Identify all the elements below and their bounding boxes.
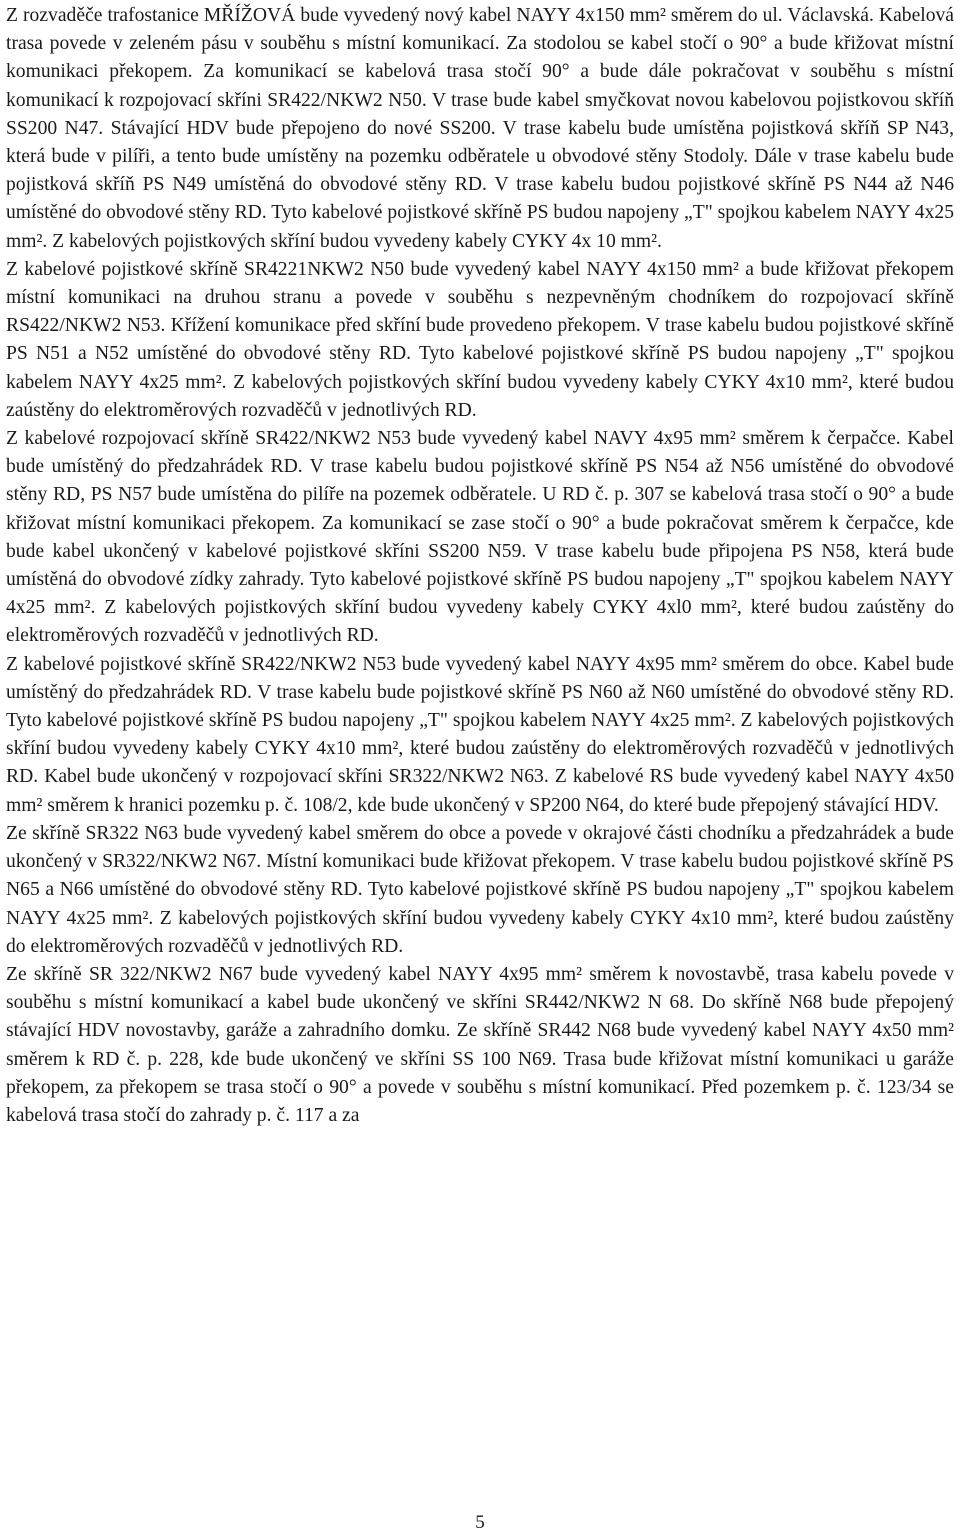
page-number: 5	[475, 1512, 485, 1533]
paragraph-3: Z kabelové rozpojovací skříně SR422/NKW2 N53 bude vyvedený kabel NAVY 4x95 mm² směrem k čerpačce. Kabel bude umístěný do předzahrádek RD. V trase kabelu budou pojistkové skříně PS N54 až N56 umístěné do obvodové stěny RD, PS N57 bude umístěna do pilíře na pozemek odběratele. U RD č. p. 307 se kabelová trasa stočí o 90° a bude křižovat místní komunikaci překopem. Za komunikací se zase stočí o 90° a bude pokračovat směrem k čerpačce, kde bude kabel ukončený v kabelové pojistkové skříni SS200 N59. V trase kabelu bude připojena PS N58, která bude umístěná do obvodové zídky zahrady. Tyto kabelové pojistkové skříně PS budou napojeny „T" spojkou kabelem NAYY 4x25 mm². Z kabelových pojistkových skříní budou vyvedeny kabely CYKY 4xl0 mm², které budou zaústěny do elektroměrových rozvaděčů v jednotlivých RD.	[6, 428, 954, 647]
paragraph-2: Z kabelové pojistkové skříně SR4221NKW2 N50 bude vyvedený kabel NAYY 4x150 mm² a bude křižovat překopem místní komunikaci na druhou stranu a povede v souběhu s nezpevněným chodníkem do rozpojovací skříně RS422/NKW2 N53. Křížení komunikace před skříní bude provedeno překopem. V trase kabelu budou pojistkové skříně PS N51 a N52 umístěné do obvodové stěny RD. Tyto kabelové pojistkové skříně PS budou napojeny „T" spojkou kabelem NAYY 4x25 mm². Z kabelových pojistkových skříní budou vyvedeny kabely CYKY 4x10 mm², které budou zaústěny do elektroměrových rozvaděčů v jednotlivých RD.	[6, 258, 954, 421]
document-page	[6, 2, 954, 1130]
paragraph-1: Z rozvaděče trafostanice MŘÍŽOVÁ bude vyvedený nový kabel NAYY 4x150 mm² směrem do ul. Václavská. Kabelová trasa povede v zeleném pásu v souběhu s místní komunikací. Za stodolou se kabel stočí o 90° a bude křižovat místní komunikaci překopem. Za komunikací se kabelová trasa stočí 90° a bude dále pokračovat v souběhu s místní komunikací k rozpojovací skříni SR422/NKW2 N50. V trase bude kabel smyčkovat novou kabelovou pojistkovou skříň SS200 N47. Stávající HDV bude přepojeno do nové SS200. V trase kabelu bude umístěna pojistková skříň SP N43, která bude v pilíři, a tento bude umístěny na pozemku odběratele u obvodové stěny Stodoly. Dále v trase kabelu bude pojistková skříň PS N49 umístěná do obvodové stěny RD. V trase kabelu budou pojistkové skříně PS N44 až N46 umístěné do obvodové stěny RD. Tyto kabelové pojistkové skříně PS budou napojeny „T" spojkou kabelem NAYY 4x25 mm². Z kabelových pojistkových skříní budou vyvedeny kabely CYKY 4x 10 mm².	[6, 5, 954, 252]
paragraph-4: Z kabelové pojistkové skříně SR422/NKW2 N53 bude vyvedený kabel NAYY 4x95 mm² směrem do obce. Kabel bude umístěný do předzahrádek RD. V trase kabelu bude pojistkové skříně PS N60 až N60 umístěné do obvodové stěny RD. Tyto kabelové pojistkové skříně PS budou napojeny „T" spojkou kabelem NAYY 4x25 mm². Z kabelových pojistkových skříní budou vyvedeny kabely CYKY 4x10 mm², které budou zaústěny do elektroměrových rozvaděčů v jednotlivých RD. Kabel bude ukončený v rozpojovací skříni SR322/NKW2 N63. Z kabelové RS bude vyvedený kabel NAYY 4x50 mm² směrem k hranici pozemku p. č. 108/2, kde bude ukončený v SP200 N64, do které bude přepojený stávající HDV.	[6, 653, 954, 816]
paragraph-6: Ze skříně SR 322/NKW2 N67 bude vyvedený kabel NAYY 4x95 mm² směrem k novostavbě, trasa kabelu povede v souběhu s místní komunikací a kabel bude ukončený ve skříni SR442/NKW2 N 68. Do skříně N68 bude přepojený stávající HDV novostavby, garáže a zahradního domku. Ze skříně SR442 N68 bude vyvedený kabel NAYY 4x50 mm² směrem k RD č. p. 228, kde bude ukončený ve skříni SS 100 N69. Trasa bude křižovat místní komunikaci u garáže překopem, za překopem se trasa stočí o 90° a povede v souběhu s místní komunikací. Před pozemkem p. č. 123/34 se kabelová trasa stočí do zahrady p. č. 117 a za	[6, 963, 954, 1126]
paragraph-5: Ze skříně SR322 N63 bude vyvedený kabel směrem do obce a povede v okrajové části chodníku a předzahrádek a bude ukončený v SR322/NKW2 N67. Místní komunikaci bude křižovat překopem. V trase kabelu budou pojistkové skříně PS N65 a N66 umístěné do obvodové stěny RD. Tyto kabelové pojistkové skříně PS budou napojeny „T" spojkou kabelem NAYY 4x25 mm². Z kabelových pojistkových skříní budou vyvedeny kabely CYKY 4x10 mm², které budou zaústěny do elektroměrových rozvaděčů v jednotlivých RD.	[6, 822, 954, 957]
